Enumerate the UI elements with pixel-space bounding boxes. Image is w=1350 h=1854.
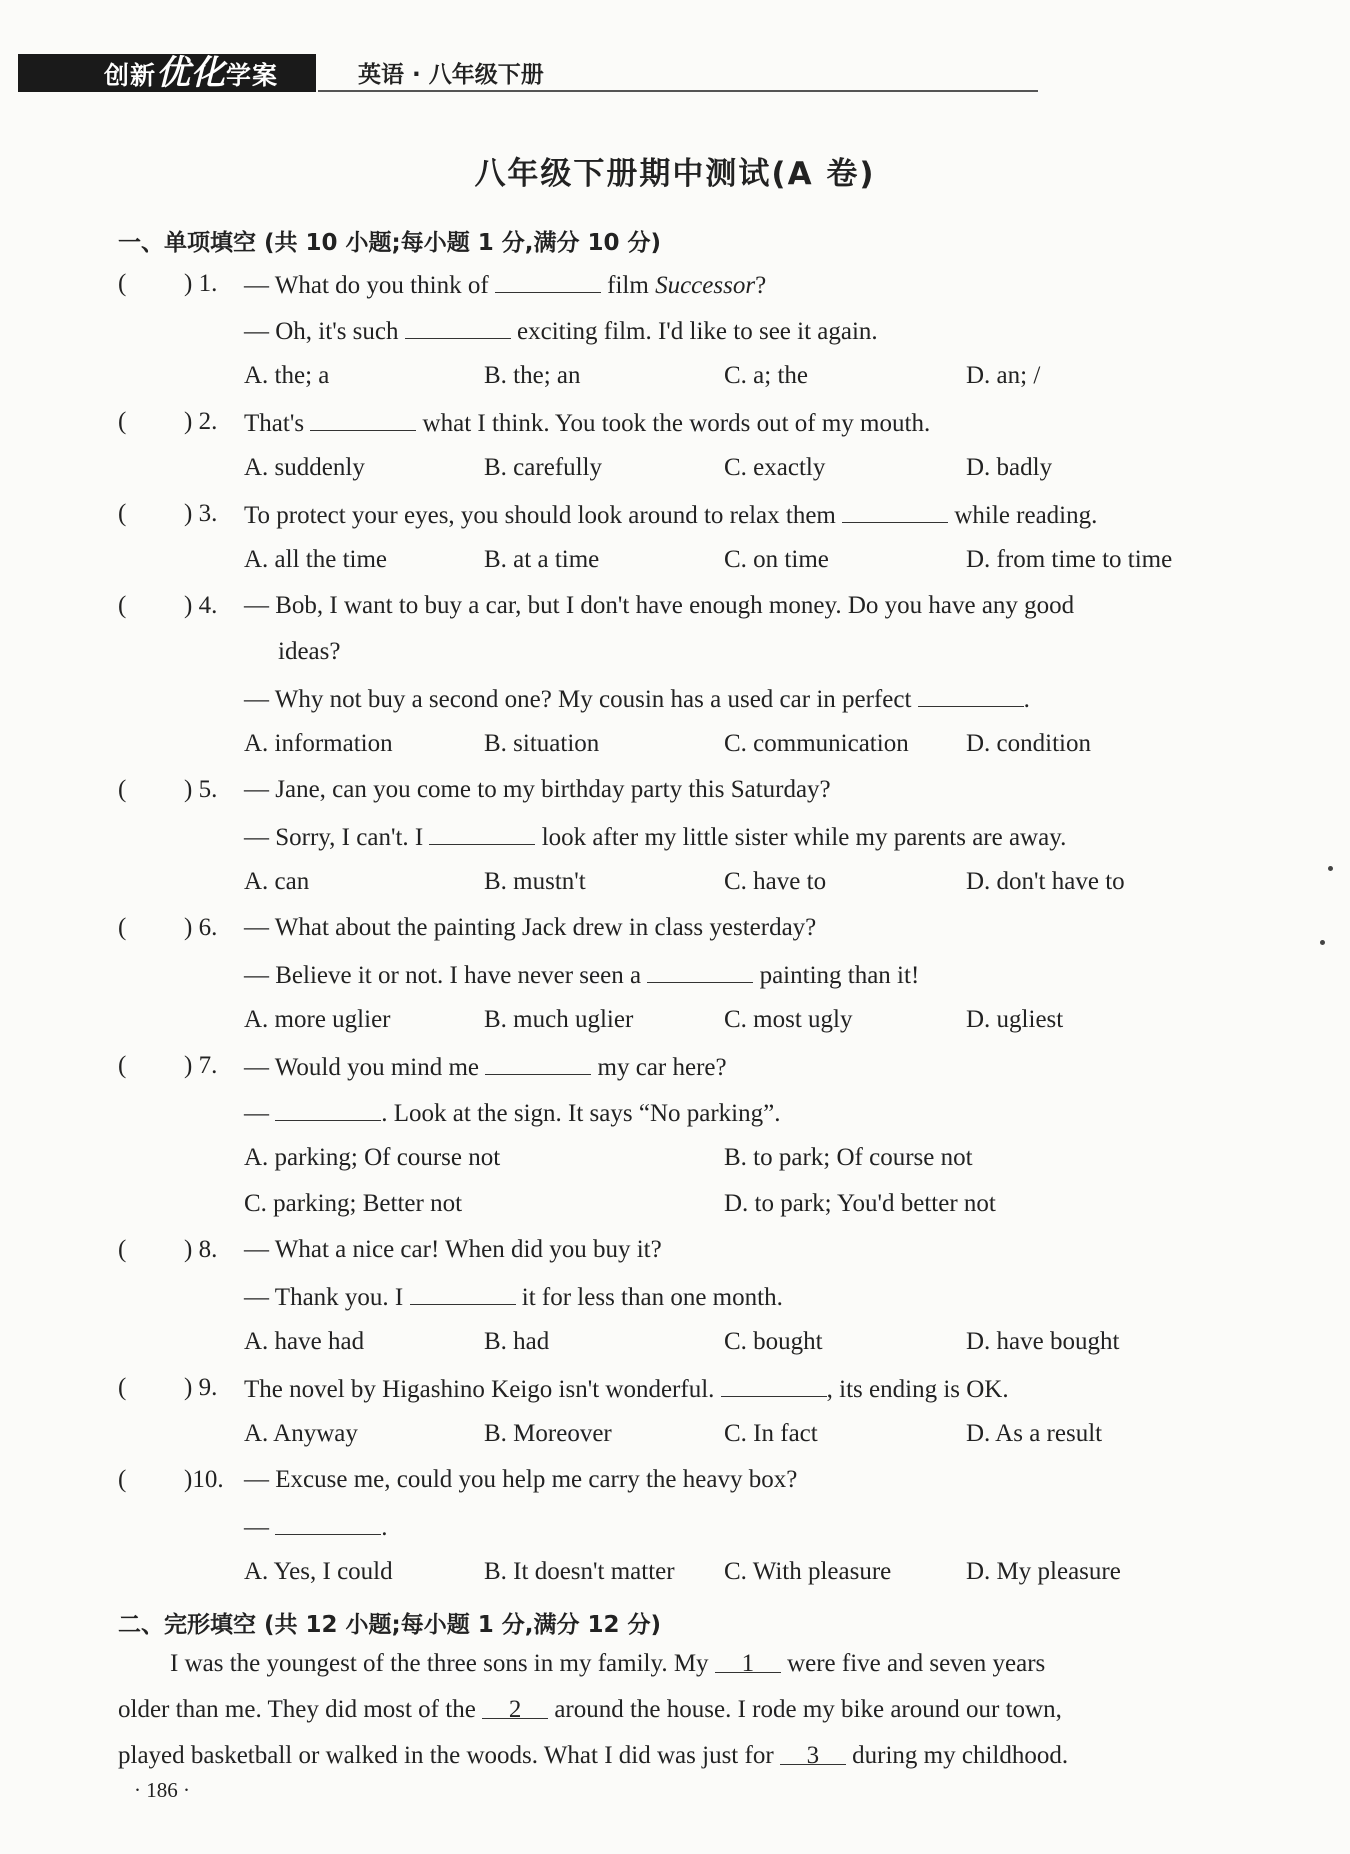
q3-text: while reading. — [954, 502, 1098, 529]
answer-blank — [405, 316, 511, 339]
q3-option-d: D. from time to time — [966, 546, 1173, 573]
q7-option-a: A. parking; Of course not — [244, 1144, 501, 1171]
q7-option-b: B. to park; Of course not — [724, 1144, 973, 1171]
q7-number: ) 7. — [184, 1052, 218, 1079]
q6-option-b: B. much uglier — [484, 1006, 634, 1033]
q4-stem-line2: ideas? — [278, 638, 341, 665]
page-header — [18, 54, 1018, 92]
q8-text: — Thank you. I — [244, 1284, 404, 1311]
q5-option-c: C. have to — [724, 868, 827, 895]
q2-number: ) 2. — [184, 408, 218, 435]
q6-text: — Believe it or not. I have never seen a — [244, 962, 642, 989]
cloze-blank-3: 3 — [780, 1742, 846, 1765]
q6-stem-line2 — [244, 960, 919, 990]
q5-answer-paren: ( — [118, 776, 127, 803]
margin-mark — [1320, 940, 1325, 945]
q7-stem-line1 — [244, 1052, 727, 1082]
q7-stem-line2 — [244, 1098, 780, 1128]
answer-blank — [275, 1098, 381, 1121]
q6-option-d: D. ugliest — [966, 1006, 1064, 1033]
q5-number: ) 5. — [184, 776, 218, 803]
q4-option-a: A. information — [244, 730, 393, 757]
q9-text: , its ending is OK. — [826, 1376, 1009, 1403]
answer-blank — [275, 1512, 381, 1535]
answer-blank — [721, 1374, 827, 1397]
q1-option-c: C. a; the — [724, 362, 809, 389]
answer-blank — [410, 1282, 516, 1305]
q8-text: it for less than one month. — [521, 1284, 783, 1311]
q5-text: — Sorry, I can't. I — [244, 824, 424, 851]
q10-text: . — [381, 1514, 388, 1541]
q1-film-title: Successor — [655, 272, 756, 299]
q4-number: ) 4. — [184, 592, 218, 619]
q10-stem-line2 — [244, 1512, 388, 1542]
q4-option-c: C. communication — [724, 730, 909, 757]
q1-option-a: A. the; a — [244, 362, 330, 389]
brand-suffix: 学案 — [226, 61, 279, 90]
q2-answer-paren: ( — [118, 408, 127, 435]
section1-heading: 一、单项填空 (共 10 小题;每小题 1 分,满分 10 分) — [118, 230, 662, 256]
q4-option-d: D. condition — [966, 730, 1091, 757]
q5-option-d: D. don't have to — [966, 868, 1125, 895]
q1-text: film — [607, 272, 649, 299]
q1-option-d: D. an; / — [966, 362, 1041, 389]
q1-option-b: B. the; an — [484, 362, 581, 389]
q8-answer-paren: ( — [118, 1236, 127, 1263]
q1-stem-line2 — [244, 316, 878, 346]
answer-blank — [918, 684, 1024, 707]
q9-option-b: B. Moreover — [484, 1420, 612, 1447]
section2-heading: 二、完形填空 (共 12 小题;每小题 1 分,满分 12 分) — [118, 1612, 662, 1638]
q1-number: ) 1. — [184, 270, 218, 297]
q9-option-a: A. Anyway — [244, 1420, 358, 1447]
q2-option-b: B. carefully — [484, 454, 603, 481]
q1-text: — What do you think of — [244, 272, 489, 299]
q2-text: That's — [244, 410, 305, 437]
q9-number: ) 9. — [184, 1374, 218, 1401]
page-number: · 186 · — [134, 1778, 190, 1802]
q5-stem-line1: — Jane, can you come to my birthday party this Saturday? — [244, 776, 831, 803]
q5-stem-line2 — [244, 822, 1066, 852]
q1-stem-line1 — [244, 270, 766, 300]
passage-text: were five and seven years — [787, 1650, 1046, 1677]
q8-number: ) 8. — [184, 1236, 218, 1263]
passage-text: during my childhood. — [852, 1742, 1069, 1769]
q3-option-a: A. all the time — [244, 546, 388, 573]
q10-option-d: D. My pleasure — [966, 1558, 1121, 1585]
q7-answer-paren: ( — [118, 1052, 127, 1079]
passage-text: around the house. I rode my bike around our town, — [554, 1696, 1062, 1723]
passage-line3 — [118, 1742, 1068, 1770]
margin-mark — [1328, 866, 1333, 871]
answer-blank — [495, 270, 601, 293]
answer-blank — [485, 1052, 591, 1075]
q1-text: — Oh, it's such — [244, 318, 399, 345]
q3-answer-paren: ( — [118, 500, 127, 527]
q3-stem-line1 — [244, 500, 1097, 530]
q10-option-c: C. With pleasure — [724, 1558, 892, 1585]
q9-option-c: C. In fact — [724, 1420, 818, 1447]
q6-stem-line1: — What about the painting Jack drew in class yesterday? — [244, 914, 817, 941]
q10-answer-paren: ( — [118, 1466, 127, 1493]
answer-blank — [842, 500, 948, 523]
passage-text: older than me. They did most of the — [118, 1696, 476, 1723]
q4-stem-line3 — [244, 684, 1030, 714]
q8-option-a: A. have had — [244, 1328, 365, 1355]
q2-text: what I think. You took the words out of my mouth. — [422, 410, 931, 437]
q4-option-b: B. situation — [484, 730, 600, 757]
q4-text: — Why not buy a second one? My cousin has a used car in perfect — [244, 686, 912, 713]
q8-option-c: C. bought — [724, 1328, 823, 1355]
q5-option-a: A. can — [244, 868, 310, 895]
q4-answer-paren: ( — [118, 592, 127, 619]
q9-text: The novel by Higashino Keigo isn't wonderful. — [244, 1376, 715, 1403]
q8-stem-line2 — [244, 1282, 783, 1312]
q7-text: my car here? — [597, 1054, 727, 1081]
q10-text: — — [244, 1514, 269, 1541]
passage-line2 — [118, 1696, 1062, 1724]
q8-option-b: B. had — [484, 1328, 550, 1355]
q7-option-c: C. parking; Better not — [244, 1190, 463, 1217]
q6-option-c: C. most ugly — [724, 1006, 853, 1033]
q1-text: ? — [755, 272, 767, 299]
q8-stem-line1: — What a nice car! When did you buy it? — [244, 1236, 662, 1263]
q8-option-d: D. have bought — [966, 1328, 1120, 1355]
q9-answer-paren: ( — [118, 1374, 127, 1401]
q4-stem-line1: — Bob, I want to buy a car, but I don't have enough money. Do you have any good — [244, 592, 1075, 619]
cloze-blank-2: 2 — [482, 1696, 548, 1719]
q10-option-a: A. Yes, I could — [244, 1558, 393, 1585]
q6-text: painting than it! — [759, 962, 920, 989]
q10-option-b: B. It doesn't matter — [484, 1558, 675, 1585]
answer-blank — [429, 822, 535, 845]
answer-blank — [310, 408, 416, 431]
q9-stem-line1 — [244, 1374, 1009, 1404]
brand-logo — [18, 54, 316, 92]
q5-option-b: B. mustn't — [484, 868, 586, 895]
q6-number: ) 6. — [184, 914, 218, 941]
q3-text: To protect your eyes, you should look around to relax them — [244, 502, 836, 529]
q7-text: . Look at the sign. It says “No parking”. — [381, 1100, 781, 1127]
passage-text: played basketball or walked in the woods. What I did was just for — [118, 1742, 774, 1769]
cloze-blank-1: 1 — [715, 1650, 781, 1673]
q7-option-d: D. to park; You'd better not — [724, 1190, 996, 1217]
q7-text: — Would you mind me — [244, 1054, 480, 1081]
q7-text: — — [244, 1100, 269, 1127]
q1-answer-paren: ( — [118, 270, 127, 297]
q2-stem-line1 — [244, 408, 930, 438]
passage-text: I was the youngest of the three sons in my family. My — [170, 1650, 709, 1677]
brand-big: 优化 — [156, 53, 227, 93]
q9-option-d: D. As a result — [966, 1420, 1103, 1447]
passage-line1 — [170, 1650, 1045, 1678]
q6-answer-paren: ( — [118, 914, 127, 941]
q2-option-c: C. exactly — [724, 454, 826, 481]
q3-option-c: C. on time — [724, 546, 829, 573]
q6-option-a: A. more uglier — [244, 1006, 391, 1033]
page-title: 八年级下册期中测试(A 卷) — [474, 156, 876, 192]
header-divider — [318, 90, 1038, 92]
answer-blank — [647, 960, 753, 983]
q1-text: exciting film. I'd like to see it again. — [517, 318, 878, 345]
q3-number: ) 3. — [184, 500, 218, 527]
q10-stem-line1: — Excuse me, could you help me carry the heavy box? — [244, 1466, 798, 1493]
q5-text: look after my little sister while my parents are away. — [541, 824, 1067, 851]
brand-prefix: 创新 — [104, 61, 157, 90]
subject-label: 英语 · 八年级下册 — [358, 62, 544, 88]
q2-option-d: D. badly — [966, 454, 1053, 481]
q2-option-a: A. suddenly — [244, 454, 365, 481]
q10-number: )10. — [184, 1466, 224, 1493]
q4-text: . — [1023, 686, 1030, 713]
q3-option-b: B. at a time — [484, 546, 600, 573]
